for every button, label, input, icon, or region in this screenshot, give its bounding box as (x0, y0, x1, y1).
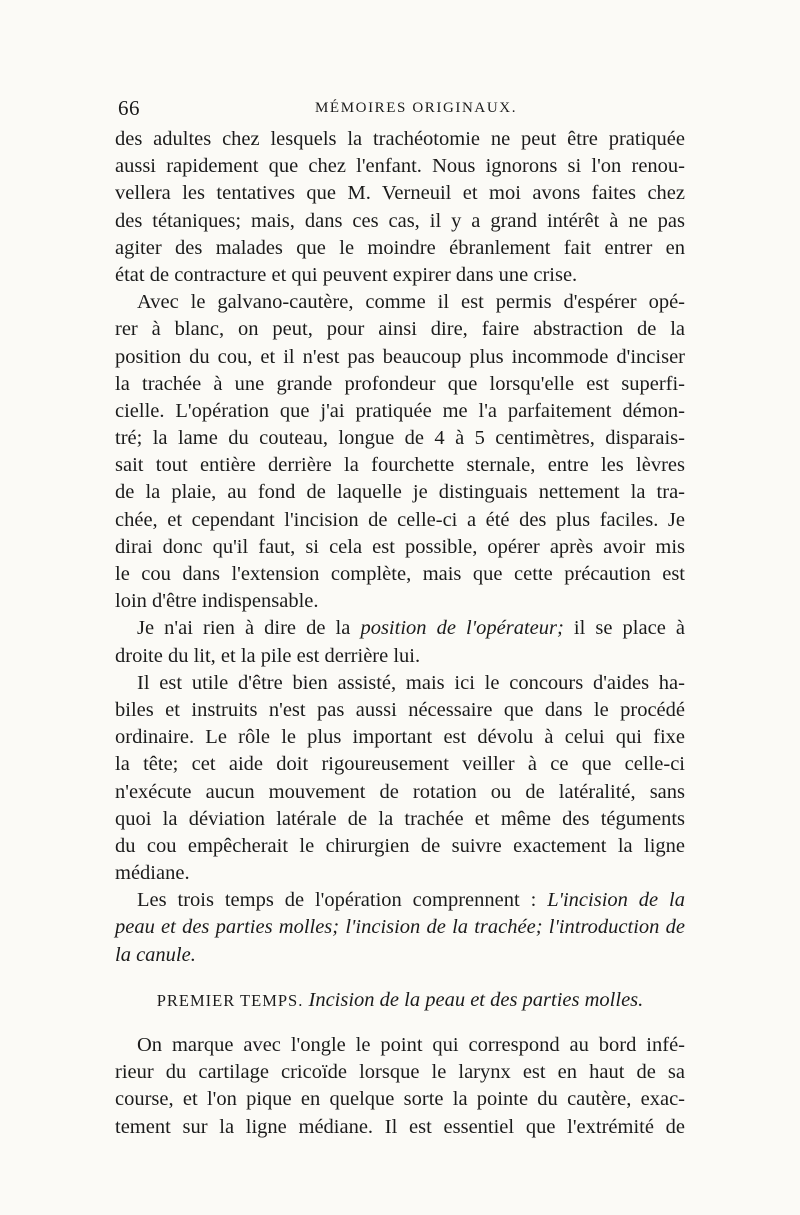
section-label: PREMIER TEMPS. (156, 990, 304, 1010)
text-line: des tétaniques; mais, dans ces cas, il y a grand intérêt à ne pas (115, 209, 685, 232)
text-line: quoi la déviation latérale de la trachée et même des téguments (115, 807, 685, 830)
text-line: course, et l'on pique en quelque sorte la pointe du cautère, exac- (115, 1088, 685, 1111)
text-line: état de contracture et qui peuvent expirer dans une crise. (115, 263, 578, 286)
text-run: Les trois temps de l'opération comprennent : (137, 889, 548, 912)
text-line: vellera les tentatives que M. Verneuil et moi avons faites chez (115, 182, 685, 205)
text-line (115, 887, 685, 914)
text-line: position du cou, et il n'est pas beaucoup plus incommode d'inciser (115, 345, 685, 368)
italic-run: peau et des parties molles; l'incision de la trachée; l'introduction de (115, 916, 685, 939)
paragraph (115, 887, 685, 969)
text-line: de la plaie, au fond de laquelle je distinguais nettement la tra- (115, 481, 685, 504)
text-line: rer à blanc, on peut, pour ainsi dire, faire abstraction de la (115, 318, 685, 341)
text-line: chée, et cependant l'incision de celle-ci a été des plus faciles. Je (115, 508, 685, 531)
text-line: agiter des malades que le moindre ébranlement fait entrer en (115, 236, 685, 259)
text-run: il se place à (563, 617, 685, 640)
text-line (115, 914, 685, 941)
page-header (115, 96, 685, 126)
italic-run: la canule. (115, 943, 196, 966)
text-line: cielle. L'opération que j'ai pratiquée me l'a parfaitement démon- (115, 399, 685, 422)
text-line: le cou dans l'extension complète, mais que cette précaution est (115, 563, 685, 585)
italic-run: position de l'opérateur; (360, 617, 564, 640)
text-line: rieur du cartilage cricoïde lorsque le larynx est en haut de sa (115, 1061, 685, 1084)
text-line: On marque avec l'ongle le point qui correspond au bord infé- (137, 1034, 685, 1056)
text-line: du cou empêcherait le chirurgien de suivre exactement la ligne (115, 834, 685, 857)
text-line: loin d'être indispensable. (115, 590, 319, 613)
text-line: ordinaire. Le rôle le plus important est dévolu à celui qui fixe (115, 726, 685, 749)
paragraph (115, 1032, 685, 1141)
section-title: Incision de la peau et des parties molles. (308, 988, 644, 1011)
text-line (115, 615, 685, 642)
paragraph (115, 615, 685, 669)
paragraph (115, 670, 685, 888)
text-line: droite du lit, et la pile est derrière lui. (115, 644, 421, 667)
text-line: sait tout entière derrière la fourchette sternale, entre les lèvres (115, 454, 685, 477)
paragraph (115, 126, 685, 289)
text-line: dirai donc qu'il faut, si cela est possible, opérer après avoir mis (115, 535, 685, 558)
text-line: tré; la lame du couteau, longue de 4 à 5 centimètres, disparais- (115, 427, 685, 450)
text-line: biles et instruits n'est pas aussi nécessaire que dans le procédé (115, 698, 685, 721)
italic-run: L'incision de la (547, 889, 685, 912)
text-line (115, 942, 685, 969)
text-line: tement sur la ligne médiane. Il est essentiel que l'extrémité de (115, 1115, 685, 1138)
text-line: la tête; cet aide doit rigoureusement veiller à ce que celle-ci (115, 753, 685, 776)
text-line: médiane. (115, 862, 190, 885)
section-heading (115, 987, 685, 1014)
text-line: n'exécute aucun mouvement de rotation ou de latéralité, sans (115, 780, 685, 803)
text-line: des adultes chez lesquels la trachéotomie ne peut être pratiquée (115, 128, 685, 150)
running-title: MÉMOIRES ORIGINAUX. (315, 100, 518, 116)
body-text (115, 126, 685, 1141)
text-line: la trachée à une grande profondeur que lorsqu'elle est superfi- (115, 372, 685, 395)
paragraph (115, 289, 685, 615)
text-line: Avec le galvano-cautère, comme il est permis d'espérer opé- (137, 291, 685, 314)
text-line: aussi rapidement que chez l'enfant. Nous ignorons si l'on renou- (115, 155, 685, 178)
page-number: 66 (118, 96, 140, 120)
text-line: Il est utile d'être bien assisté, mais ici le concours d'aides ha- (137, 671, 685, 694)
text-run: Je n'ai rien à dire de la (137, 617, 361, 640)
